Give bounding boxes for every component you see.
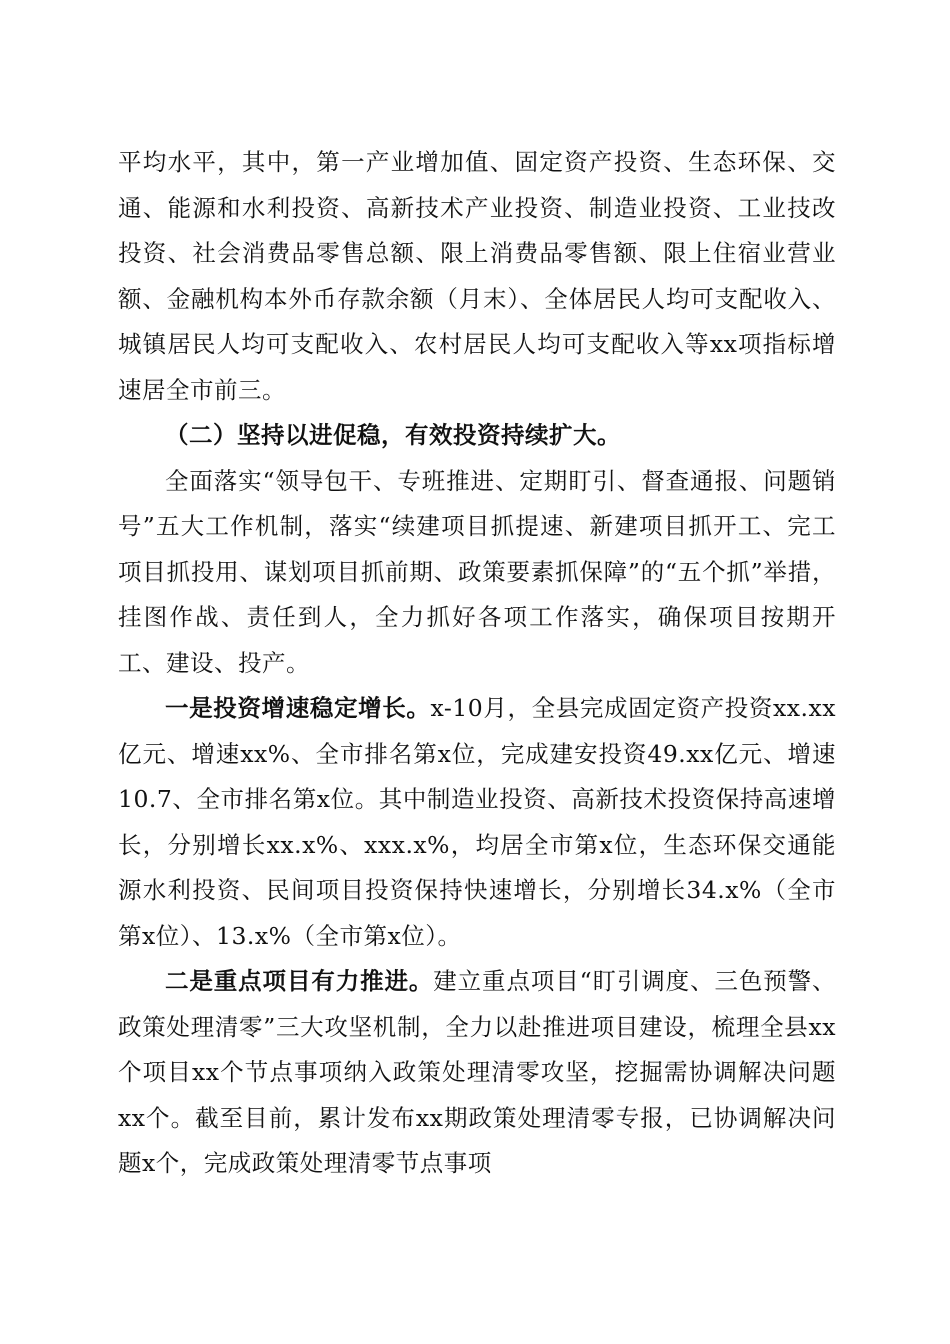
paragraph-investment-growth	[118, 686, 836, 959]
paragraph-lead: 二是重点项目有力推进。	[165, 967, 434, 995]
document-body	[118, 140, 836, 1187]
paragraph-mechanism: 全面落实“领导包干、专班推进、定期盯引、督查通报、问题销号”五大工作机制，落实“续建项目抓提速、新建项目抓开工、完工项目抓投用、谋划项目抓前期、政策要素抓保障”的“五个抓”举措，挂图作战、责任到人，全力抓好各项工作落实，确保项目按期开工、建设、投产。	[118, 466, 836, 677]
section-heading: （二）坚持以进促稳，有效投资持续扩大。	[165, 421, 621, 449]
paragraph-body: x-10月，全县完成固定资产投资xx.xx亿元、增速xx%、全市排名第x位，完成建安投资49.xx亿元、增速10.7、全市排名第x位。其中制造业投资、高新技术投资保持高速增长，分别增长xx.x%、xxx.x%，均居全市第x位，生态环保交通能源水利投资、民间项目投资保持快速增长，分别增长34.x%（全市第x位）、13.x%（全市第x位）。	[118, 694, 836, 950]
paragraph-key-projects	[118, 959, 836, 1187]
paragraph-lead: 一是投资增速稳定增长。	[165, 694, 431, 722]
paragraph-continued: 平均水平，其中，第一产业增加值、固定资产投资、生态环保、交通、能源和水利投资、高新技术产业投资、制造业投资、工业技改投资、社会消费品零售总额、限上消费品零售额、限上住宿业营业额、金融机构本外币存款余额（月末）、全体居民人均可支配收入、城镇居民人均可支配收入、农村居民人均可支配收入等xx项指标增速居全市前三。	[118, 148, 836, 404]
paragraph-body: 建立重点项目“盯引调度、三色预警、政策处理清零”三大攻坚机制，全力以赴推进项目建设，梳理全县xx个项目xx个节点事项纳入政策处理清零攻坚，挖掘需协调解决问题xx个。截至目前，累计发布xx期政策处理清零专报，已协调解决问题x个，完成政策处理清零节点事项	[118, 967, 837, 1177]
